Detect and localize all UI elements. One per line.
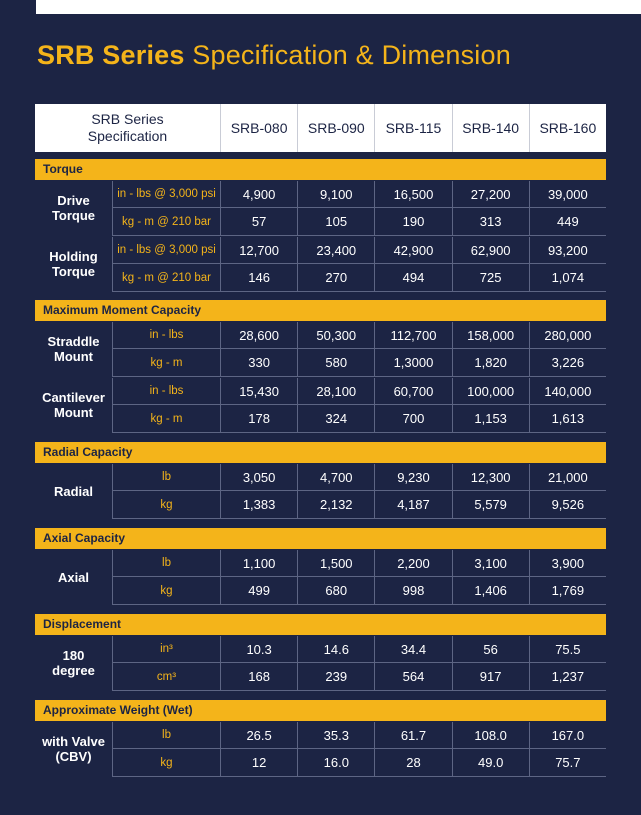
value-cell: 700: [374, 405, 451, 432]
value-cell: 100,000: [452, 378, 529, 404]
spec-row: [112, 721, 606, 749]
value-cell: 1,383: [220, 491, 297, 518]
group-label: [35, 721, 112, 777]
group-label-line: Mount: [54, 349, 93, 364]
spec-group: [35, 180, 606, 236]
value-cell: 313: [452, 208, 529, 235]
top-white-band: [36, 0, 641, 14]
value-cell: 9,230: [374, 464, 451, 490]
value-cell: 1,406: [452, 577, 529, 604]
section-title: Radial Capacity: [35, 442, 606, 463]
value-cell: 56: [452, 636, 529, 662]
spec-group: [35, 721, 606, 777]
value-cell: 42,900: [374, 237, 451, 263]
value-cell: 580: [297, 349, 374, 376]
value-cell: 62,900: [452, 237, 529, 263]
spec-row: [112, 349, 606, 377]
group-label: [35, 635, 112, 691]
header-model: SRB-080: [220, 104, 297, 152]
value-cell: 61.7: [374, 722, 451, 748]
value-cell: 60,700: [374, 378, 451, 404]
spec-row: [112, 236, 606, 264]
section-title: Maximum Moment Capacity: [35, 300, 606, 321]
spec-row: [112, 180, 606, 208]
header-label-line1: SRB Series: [91, 111, 164, 127]
spec-group: [35, 549, 606, 605]
spec-sections: [35, 159, 606, 777]
header-model: SRB-160: [529, 104, 606, 152]
spec-row: [112, 405, 606, 433]
spec-row: [112, 377, 606, 405]
value-cell: 28,100: [297, 378, 374, 404]
group-label-line: Torque: [51, 208, 96, 223]
spec-table-header: [35, 104, 606, 152]
spec-group: [35, 377, 606, 433]
value-cell: 3,100: [452, 550, 529, 576]
value-cell: 564: [374, 663, 451, 690]
value-cell: 1,100: [220, 550, 297, 576]
value-cell: 2,132: [297, 491, 374, 518]
value-cell: 27,200: [452, 181, 529, 207]
value-cell: 9,100: [297, 181, 374, 207]
spec-row: [112, 635, 606, 663]
unit-cell: lb: [112, 550, 220, 576]
unit-cell: in³: [112, 636, 220, 662]
unit-cell: kg: [112, 749, 220, 776]
value-cell: 4,900: [220, 181, 297, 207]
value-cell: 3,900: [529, 550, 606, 576]
header-model: SRB-115: [374, 104, 451, 152]
value-cell: 39,000: [529, 181, 606, 207]
group-label-line: Mount: [54, 405, 93, 420]
group-label-line: Axial: [57, 569, 90, 585]
value-cell: 239: [297, 663, 374, 690]
unit-cell: kg: [112, 491, 220, 518]
value-cell: 49.0: [452, 749, 529, 776]
spec-row: [112, 208, 606, 236]
value-cell: 21,000: [529, 464, 606, 490]
value-cell: 499: [220, 577, 297, 604]
value-cell: 1,153: [452, 405, 529, 432]
value-cell: 16.0: [297, 749, 374, 776]
value-cell: 190: [374, 208, 451, 235]
value-cell: 178: [220, 405, 297, 432]
value-cell: 1,613: [529, 405, 606, 432]
page-title-bold: SRB Series: [37, 40, 185, 70]
value-cell: 14.6: [297, 636, 374, 662]
value-cell: 15,430: [220, 378, 297, 404]
page-title: [37, 40, 511, 71]
unit-cell: lb: [112, 722, 220, 748]
spec-row: [112, 491, 606, 519]
value-cell: 680: [297, 577, 374, 604]
unit-cell: kg - m: [112, 405, 220, 432]
value-cell: 280,000: [529, 322, 606, 348]
group-label-line: Radial: [53, 483, 93, 499]
spec-row: [112, 264, 606, 292]
value-cell: 108.0: [452, 722, 529, 748]
value-cell: 28: [374, 749, 451, 776]
group-label-line: (CBV): [55, 749, 92, 764]
group-label: [35, 236, 112, 292]
spec-row: [112, 463, 606, 491]
value-cell: 1,820: [452, 349, 529, 376]
unit-cell: kg - m: [112, 349, 220, 376]
value-cell: 35.3: [297, 722, 374, 748]
header-label-line2: Specification: [87, 128, 168, 144]
group-label-line: Torque: [51, 264, 96, 279]
value-cell: 449: [529, 208, 606, 235]
group-label-line: Drive: [57, 193, 90, 208]
spec-table: [35, 104, 606, 777]
value-cell: 140,000: [529, 378, 606, 404]
group-label-line: 180: [62, 648, 85, 663]
value-cell: 1,3000: [374, 349, 451, 376]
group-label-line: with Valve: [42, 734, 105, 749]
spec-row: [112, 321, 606, 349]
value-cell: 23,400: [297, 237, 374, 263]
value-cell: 105: [297, 208, 374, 235]
value-cell: 270: [297, 264, 374, 291]
value-cell: 494: [374, 264, 451, 291]
group-label-line: Cantilever: [42, 390, 105, 405]
value-cell: 917: [452, 663, 529, 690]
group-label: [35, 377, 112, 433]
value-cell: 146: [220, 264, 297, 291]
top-corner: [0, 0, 36, 14]
value-cell: 1,769: [529, 577, 606, 604]
group-label: [35, 549, 112, 605]
header-label: [35, 104, 220, 152]
value-cell: 1,237: [529, 663, 606, 690]
spec-group: [35, 463, 606, 519]
group-label: [35, 321, 112, 377]
spec-group: [35, 236, 606, 292]
value-cell: 9,526: [529, 491, 606, 518]
value-cell: 2,200: [374, 550, 451, 576]
value-cell: 4,187: [374, 491, 451, 518]
spec-row: [112, 663, 606, 691]
value-cell: 12,700: [220, 237, 297, 263]
value-cell: 4,700: [297, 464, 374, 490]
group-label: [35, 180, 112, 236]
value-cell: 75.5: [529, 636, 606, 662]
unit-cell: kg: [112, 577, 220, 604]
value-cell: 5,579: [452, 491, 529, 518]
value-cell: 3,050: [220, 464, 297, 490]
page-title-rest: Specification & Dimension: [192, 40, 511, 70]
value-cell: 168: [220, 663, 297, 690]
value-cell: 34.4: [374, 636, 451, 662]
unit-cell: kg - m @ 210 bar: [112, 208, 220, 235]
value-cell: 725: [452, 264, 529, 291]
value-cell: 1,500: [297, 550, 374, 576]
spec-group: [35, 321, 606, 377]
header-model: SRB-140: [452, 104, 529, 152]
value-cell: 998: [374, 577, 451, 604]
group-label-line: Holding: [49, 249, 98, 264]
value-cell: 57: [220, 208, 297, 235]
spec-row: [112, 577, 606, 605]
spec-group: [35, 635, 606, 691]
value-cell: 75.7: [529, 749, 606, 776]
value-cell: 330: [220, 349, 297, 376]
value-cell: 28,600: [220, 322, 297, 348]
header-model: SRB-090: [297, 104, 374, 152]
value-cell: 10.3: [220, 636, 297, 662]
group-label: [35, 463, 112, 519]
group-label-line: degree: [52, 663, 95, 678]
unit-cell: in - lbs @ 3,000 psi: [112, 181, 220, 207]
value-cell: 93,200: [529, 237, 606, 263]
unit-cell: kg - m @ 210 bar: [112, 264, 220, 291]
value-cell: 112,700: [374, 322, 451, 348]
section-title: Axial Capacity: [35, 528, 606, 549]
unit-cell: lb: [112, 464, 220, 490]
value-cell: 12,300: [452, 464, 529, 490]
value-cell: 50,300: [297, 322, 374, 348]
value-cell: 324: [297, 405, 374, 432]
value-cell: 3,226: [529, 349, 606, 376]
unit-cell: in - lbs @ 3,000 psi: [112, 237, 220, 263]
value-cell: 26.5: [220, 722, 297, 748]
value-cell: 12: [220, 749, 297, 776]
unit-cell: in - lbs: [112, 322, 220, 348]
value-cell: 158,000: [452, 322, 529, 348]
spec-row: [112, 549, 606, 577]
value-cell: 16,500: [374, 181, 451, 207]
value-cell: 167.0: [529, 722, 606, 748]
section-title: Torque: [35, 159, 606, 180]
section-title: Approximate Weight (Wet): [35, 700, 606, 721]
unit-cell: in - lbs: [112, 378, 220, 404]
spec-row: [112, 749, 606, 777]
section-title: Displacement: [35, 614, 606, 635]
unit-cell: cm³: [112, 663, 220, 690]
value-cell: 1,074: [529, 264, 606, 291]
group-label-line: Straddle: [47, 334, 100, 349]
